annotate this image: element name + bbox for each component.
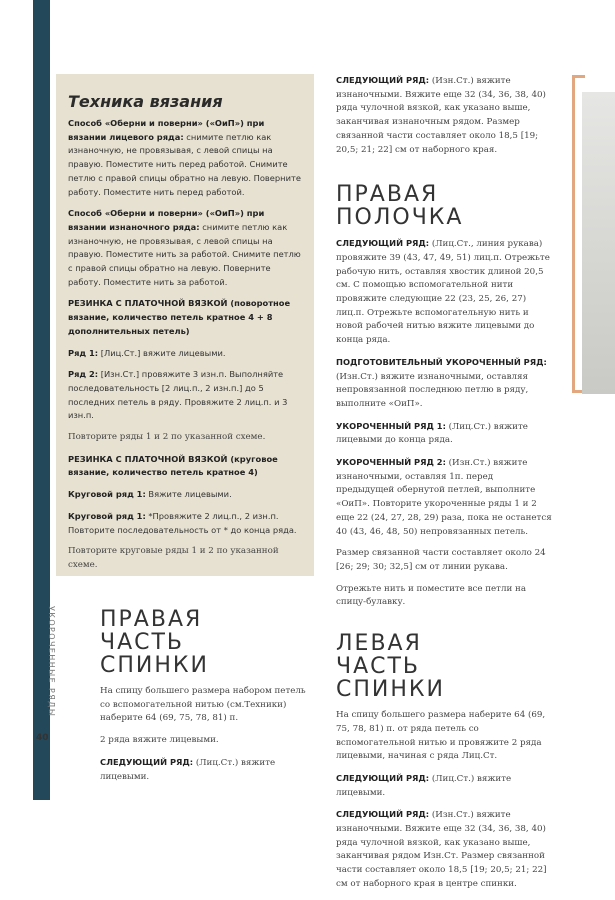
wrap-rs-paragraph bbox=[68, 117, 304, 199]
flat-rib-heading: РЕЗИНКА С ПЛАТОЧНОЙ ВЯЗКОЙ bbox=[68, 298, 228, 309]
left-back-p3-text: (Изн.Ст.) вяжите изнаночными. Вяжите еще 32 (34, 36, 38, 40) ряда чулочной вязкой, как указано выше, заканчивая рядом Изн.Ст. Размер связанной части составляет около 18,5 [19; 20,5; 21; 22] см от наборного края в центре спинки. bbox=[336, 810, 547, 889]
right-front-title: ПРАВАЯ ПОЛОЧКА bbox=[336, 182, 464, 231]
right-front-p1 bbox=[336, 237, 552, 348]
right-back-p3 bbox=[100, 756, 312, 784]
round1 bbox=[68, 488, 304, 502]
wrap-rs-heading: Способ «Оберни и поверни» («ОиП») при вязании лицевого ряда: bbox=[68, 118, 265, 142]
flat-row1-text: [Лиц.Ст.] вяжите лицевыми. bbox=[98, 347, 226, 358]
round2-label: Круговой ряд 1: bbox=[68, 510, 146, 521]
right-back-title: ПРАВАЯ ЧАСТЬ СПИНКИ bbox=[100, 607, 209, 678]
round-rib-heading-paragraph bbox=[68, 453, 304, 480]
round1-text: Вяжите лицевыми. bbox=[145, 489, 232, 500]
right-front-p6: Отрежьте нить и поместите все петли на спицу-булавку. bbox=[336, 583, 527, 608]
knit-photo bbox=[582, 92, 615, 394]
flat-rib-note: (поворотное вязание, количество петель кратное 4 + 8 дополнительных петель) bbox=[68, 298, 291, 336]
round2-text: *Провяжите 2 лиц.п., 2 изн.п. Повторите последовательность от * до конца ряда. bbox=[68, 510, 297, 535]
right-front-p3-text: (Лиц.Ст.) вяжите лицевыми до конца ряда. bbox=[336, 421, 528, 446]
flat-repeat: Повторите ряды 1 и 2 по указанной схеме. bbox=[68, 432, 266, 443]
right-column bbox=[336, 74, 552, 900]
right-back-next-label: СЛЕДУЮЩИЙ РЯД: bbox=[100, 756, 194, 767]
flat-rib-heading-paragraph bbox=[68, 297, 304, 338]
right-front-p2-text: (Изн.Ст.) вяжите изнаночными, оставляя непровязанной последнюю петлю в ряду, выполните «ОиП». bbox=[336, 371, 529, 409]
left-back-title: ЛЕВАЯ ЧАСТЬ СПИНКИ bbox=[336, 631, 445, 703]
right-back-next-text: (Лиц.Ст.) вяжите лицевыми. bbox=[100, 757, 276, 782]
right-front-p4-text: (Изн.Ст.) вяжите изнаночными, оставляя 1п. перед предыдущей обернутой петлей, выполните «ОиП». Повторите укороченные ряды 1 и 2 еще 22 (24, 27, 28, 29) раза, пока не останется 40 (43, 46, 48, 50) непровязанных петель. bbox=[336, 458, 552, 537]
wrap-ws-paragraph bbox=[68, 207, 304, 289]
left-back-p2 bbox=[336, 772, 552, 800]
right-front-p1-text: (Лиц.Ст., линия рукава) провяжите 39 (43, 47, 49, 51) лиц.п. Отрежьте рабочую нить, оставляя хвостик длиной 20,5 см. С помощью вспомогательной нити провяжите следующие 22 (23, 25, 26, 27) лиц.п. Отрежьте вспомогательную нить и новой рабочей нитью вяжите лицевыми до конца ряда. bbox=[336, 239, 550, 346]
wrap-ws-text: снимите петлю как изнаночную, не провязывая, с левой спицы на правую. Поместите нить за работой. Снимите петлю с правой спицы обратно на левую. Поверните работу. Поместите нить за работой. bbox=[68, 221, 301, 287]
col3-top-text: (Изн.Ст.) вяжите изнаночными. Вяжите еще 32 (34, 36, 38, 40) ряда чулочной вязкой, как указано выше, заканчивая изнаночным рядом. Размер связанной части составляет около 18,5 [19; 20,5; 21; 22] см от наборного края. bbox=[336, 76, 546, 155]
round-rib-heading: РЕЗИНКА С ПЛАТОЧНОЙ ВЯЗКОЙ bbox=[68, 453, 228, 464]
right-front-p4-label: УКОРОЧЕННЫЙ РЯД 2: bbox=[336, 457, 446, 468]
page-number: 40 bbox=[36, 733, 49, 743]
left-back-p3 bbox=[336, 808, 552, 891]
flat-row2-text: [Изн.Ст.] провяжите 3 изн.п. Выполняйте последовательность [2 лиц.п., 2 изн.п.] до 5 последних петель в ряду. Провяжите 2 лиц.п. и 3 изн.п. bbox=[68, 369, 288, 421]
left-back-p1: На спицу большего размера наберите 64 (69, 75, 78, 81) п. от ряда петель со вспомогательной нитью и провяжите 2 ряда лицевыми, начиная с ряда Лиц.Ст. bbox=[336, 710, 546, 762]
left-back-p2-text: (Лиц.Ст.) вяжите лицевыми. bbox=[336, 773, 512, 798]
right-back-p1: На спицу большего размера набором петель со вспомогательной нитью (см.Техники) наберите 64 (69, 75, 78, 81) п. bbox=[100, 686, 306, 724]
wrap-ws-heading: Способ «Оберни и поверни» («ОиП») при вязании изнаночного ряда: bbox=[68, 208, 265, 232]
right-front-p2-label: ПОДГОТОВИТЕЛЬНЫЙ УКОРОЧЕННЫЙ РЯД: bbox=[336, 356, 547, 367]
flat-row1-label: Ряд 1: bbox=[68, 347, 99, 358]
right-back-p2: 2 ряда вяжите лицевыми. bbox=[100, 735, 219, 746]
right-front-p3-label: УКОРОЧЕННЫЙ РЯД 1: bbox=[336, 420, 446, 431]
round-repeat: Повторите круговые ряды 1 и 2 по указанной схеме. bbox=[68, 546, 279, 570]
left-back-p3-label: СЛЕДУЮЩИЙ РЯД: bbox=[336, 809, 430, 820]
flat-row2 bbox=[68, 368, 304, 423]
right-front-p4 bbox=[336, 456, 552, 539]
section-label: УКОРОЧЕННЫЕ РЯДЫ bbox=[47, 606, 56, 718]
round1-label: Круговой ряд 1: bbox=[68, 489, 146, 500]
right-front-p3 bbox=[336, 420, 552, 448]
round-rib-note: (круговое вязание, количество петель кратное 4) bbox=[68, 453, 278, 478]
right-front-p5: Размер связанной части составляет около 24 [26; 29; 30; 32,5] см от линии рукава. bbox=[336, 548, 546, 572]
right-front-p2 bbox=[336, 356, 552, 412]
technique-box-content bbox=[68, 92, 304, 581]
technique-title: Техника вязания bbox=[68, 92, 223, 111]
flat-row2-label: Ряд 2: bbox=[68, 369, 99, 380]
left-back-p2-label: СЛЕДУЮЩИЙ РЯД: bbox=[336, 772, 430, 783]
right-back-section bbox=[100, 608, 312, 792]
round2 bbox=[68, 510, 304, 537]
wrap-rs-text: снимите петлю как изнаночную, не провязывая, с левой спицы на правую. Поместите нить перед работой. Снимите петлю с правой спицы обратно на левую. Поверните работу. Поместите нить перед работой. bbox=[68, 131, 301, 197]
flat-row1 bbox=[68, 347, 304, 361]
col3-top-paragraph bbox=[336, 74, 552, 157]
col3-top-label: СЛЕДУЮЩИЙ РЯД: bbox=[336, 75, 430, 85]
right-front-p1-label: СЛЕДУЮЩИЙ РЯД: bbox=[336, 238, 430, 249]
